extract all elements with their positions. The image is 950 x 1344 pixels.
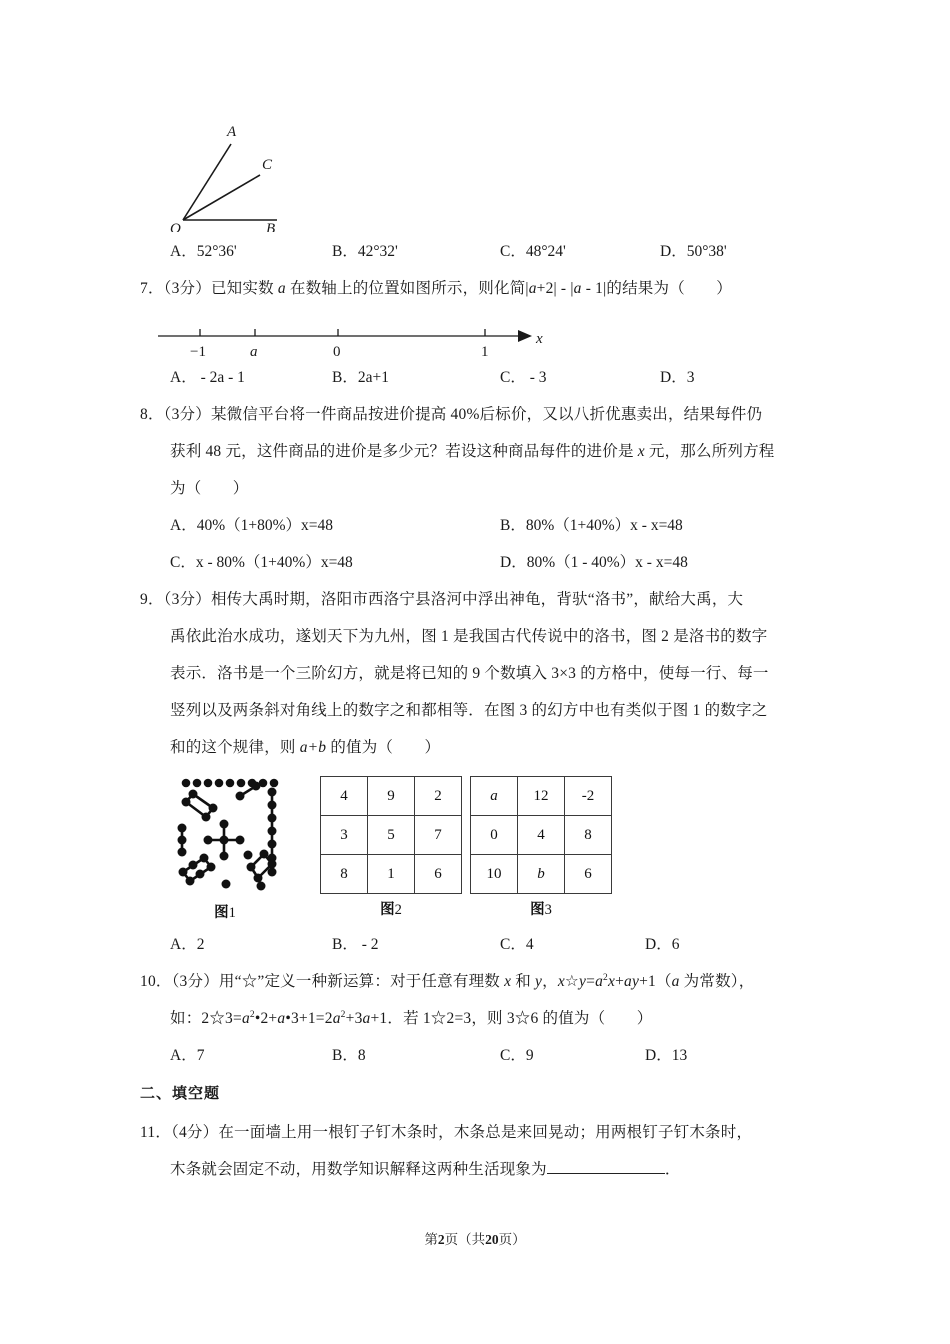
q10-var-a: a [595,973,604,990]
q9-text-line5-pre: 和的这个规律，则 [170,739,300,756]
q10-option-b[interactable]: B．8 [332,1047,366,1064]
q10-l2-p4: +3 [345,1010,363,1027]
q10-var-a2: a [624,973,632,990]
q10-var-x: x [504,973,512,990]
angle-label-a: A [227,124,237,140]
q10-text-end: +1（ [639,973,672,990]
q9-text-line1: 相传大禹时期，洛阳市西洛宁县洛河中浮出神龟，背驮“洛书”，献给大禹，大 [210,591,744,608]
q10-eq: = [586,973,596,990]
q10-l2-p2: •2+ [254,1010,278,1027]
q10-stem-line1: 10．（3分）用“☆”定义一种新运算：对于任意有理数 x 和 y，$x☆y=a^2x+ay+1(a$ 为常数）， [140,972,755,990]
q10-score: （3分） [171,973,219,990]
footer-page-number: 2 [437,1232,445,1247]
q9-score: （3分） [163,591,211,608]
q7-var-a: a [277,280,286,297]
q11-answer-blank[interactable] [547,1159,665,1174]
q10-l2-p5: +1．若 1☆2=3，则 3☆6 的值为（ ） [370,1010,653,1027]
q10-l2-p1: 如：2☆3= [170,1010,242,1027]
figure-2-table [320,776,462,894]
q7-text-1: 已知实数 [210,280,278,297]
q10-l2-a2: a [277,1010,286,1027]
luoshu-dots-svg [160,772,290,892]
q10-l2-a: a [241,1010,250,1027]
q10-star-op: ☆ [564,973,580,990]
figure-1-caption [160,901,290,922]
q9-stem-line4: 竖列以及两条斜对角线上的数字之和都相等．在图 3 的幻方中也有类似于图 1 的数字之 [170,702,768,719]
fig2-cell-2-2: 6 [415,855,462,894]
q9-text-line5-post: 的值为（ ） [326,739,441,756]
fig3-cell-2-2: 6 [565,855,612,894]
q6-options-row [140,233,820,270]
q9-stem-line5 [140,729,820,766]
q7-score: （3分） [163,280,211,297]
numberline-tick-1: 1 [481,344,489,360]
fig3-cell-1-1: 4 [518,816,565,855]
q8-stem-line1: 8．（3分）某微信平台将一件商品按进价提高 40%后标价，又以八折优惠卖出，结果每件仍 [140,406,763,423]
q10-var-y: y [535,973,543,990]
q7-option-a[interactable]: A． - 2a - 1 [170,369,245,386]
q10-text-p3: ， [542,973,558,990]
fig3-cell-1-0: 0 [471,816,518,855]
figure-2-magic-square [320,776,462,919]
q11-stem-line2 [140,1151,820,1188]
fig2-cell-0-2: 2 [415,777,462,816]
q9-option-a[interactable]: A．2 [170,936,205,953]
q7-option-d[interactable]: D．3 [660,369,695,386]
section-2-heading: 二、填空题 [140,1085,221,1102]
q10-l2-p3: •3+1=2 [285,1010,333,1027]
footer-total-pages: 20 [485,1232,499,1247]
fig3-cell-0-0: a [471,777,518,816]
q11-text-line2-pre: 木条就会固定不动，用数学知识解释这两种生活现象为 [170,1161,547,1178]
q8-var-x: x [637,443,645,460]
q10-text-const: 为常数）， [679,973,755,990]
fig2-cell-1-2: 7 [415,816,462,855]
numberline-tick-minus1: −1 [190,344,206,360]
q7-number: 7 [140,280,148,297]
q10-var-y2: y [579,973,587,990]
q8-options-row2 [140,544,820,581]
figure-3-caption-word: 图 [530,902,545,918]
numberline-tick-0: 0 [333,344,341,360]
fig3-cell-2-1: b [518,855,565,894]
fig3-cell-1-2: 8 [565,816,612,855]
q9-number: 9 [140,591,148,608]
q10-l2-sup: 2 [249,1009,255,1020]
q10-var-a3: a [671,973,680,990]
q10-l2-sup2: 2 [340,1009,346,1020]
table-row [321,855,462,894]
q10-exp-2: 2 [603,972,608,983]
fig2-cell-2-1: 1 [368,855,415,894]
q7-stem: 7．（3分）已知实数 a 在数轴上的位置如图所示，则化简|a+2| - |a - 1|的结果为（ ） [140,280,732,297]
q9-options-row [140,926,820,963]
q7-option-b[interactable]: B．2a+1 [332,369,389,386]
footer-suffix: 页） [498,1232,526,1247]
table-row [471,816,612,855]
figure-1-luoshu [160,772,290,922]
q10-l2-a4: a [362,1010,371,1027]
q7-text-4: +2| - | [536,280,574,297]
figure-3-caption-num: 3 [544,902,552,918]
q6-option-c[interactable]: C．48°24' [500,243,566,260]
page-footer [0,1228,950,1248]
figure-3-magic-square [470,776,612,919]
figure-2-caption-num: 2 [394,902,402,918]
footer-prefix: 第 [424,1232,438,1247]
q6-option-d[interactable]: D．50°38' [660,243,727,260]
q11-text-line2-post: ． [664,1161,681,1178]
q9-var-ab: a+b [299,739,327,756]
q9-option-c[interactable]: C．4 [500,936,534,953]
q8-stem-line3: 为（ ） [170,480,249,497]
q7-text-2: 在数轴上的位置如图所示，则化简| [285,280,529,297]
q10-stem-line2 [140,1000,820,1037]
q8-text-line2-post: 元，那么所列方程 [644,443,775,460]
q8-option-a[interactable]: A．40%（1+80%）x=48 [170,517,333,534]
figure-1-caption-word: 图 [214,905,229,921]
table-row [321,816,462,855]
angle-label-b: B [266,221,276,232]
q8-text-line2-pre: 获利 48 元，这件商品的进价是多少元？若设这种商品每件的进价是 [170,443,638,460]
q9-figures-row [140,766,820,926]
q8-number: 8 [140,406,148,423]
q7-option-c[interactable]: C． - 3 [500,369,547,386]
q11-text-line1: 在一面墙上用一根钉子钉木条时，木条总是来回晃动；用两根钉子钉木条时， [218,1124,753,1141]
exam-content [140,105,820,1188]
q9-stem-line2: 禹依此治水成功，遂划天下为九州，图 1 是我国古代传说中的洛书，图 2 是洛书的数字 [170,628,768,645]
q10-var-x2: x [557,973,565,990]
table-row [321,777,462,816]
q8-score: （3分） [163,406,211,423]
q10-number: 10 [140,973,156,990]
fig2-cell-0-1: 9 [368,777,415,816]
q11-score: （4分） [171,1124,219,1141]
q10-plus: + [615,973,625,990]
fig3-cell-0-1: 12 [518,777,565,816]
q8-options-row1 [140,507,820,544]
q10-var-y3: y [631,973,640,990]
angle-label-c: C [262,157,273,173]
q7-options-row [140,359,820,396]
q8-stem-line2 [140,433,820,470]
figure-3-table [470,776,612,894]
q10-options-row [140,1037,820,1074]
q9-option-b[interactable]: B． - 2 [332,936,379,953]
figure-3-caption [470,898,612,919]
table-row [471,855,612,894]
q8-option-b[interactable]: B．80%（1+40%）x - x=48 [500,517,683,534]
q6-option-a[interactable]: A．52°36' [170,243,237,260]
q9-option-d[interactable]: D．6 [645,936,680,953]
q9-stem-line3: 表示．洛书是一个三阶幻方，就是将已知的 9 个数填入 3×3 的方格中，使每一行、每一 [170,665,769,682]
figure-1-caption-num: 1 [228,905,236,921]
footer-middle: 页（共 [444,1232,486,1247]
q8-text-line1: 某微信平台将一件商品按进价提高 40%后标价，又以八折优惠卖出，结果每件仍 [210,406,763,423]
q7-text-6: - 1|的结果为（ ） [581,280,732,297]
q8-option-c[interactable]: C．x - 80%（1+40%）x=48 [170,554,353,571]
q8-option-d[interactable]: D．80%（1 - 40%）x - x=48 [500,554,688,571]
figure-2-caption [320,898,462,919]
numberline-axis-label: x [536,331,543,347]
figure-2-caption-word: 图 [380,902,395,918]
fig2-cell-1-0: 3 [321,816,368,855]
fig2-cell-0-0: 4 [321,777,368,816]
fig3-cell-2-0: 10 [471,855,518,894]
q10-option-c[interactable]: C．9 [500,1047,534,1064]
q9-stem-line1: 9．（3分）相传大禹时期，洛阳市西洛宁县洛河中浮出神龟，背驮“洛书”，献给大禹，大 [140,591,744,608]
q10-option-d[interactable]: D．13 [645,1047,688,1064]
fig2-cell-2-0: 8 [321,855,368,894]
fig3-cell-0-2: -2 [565,777,612,816]
q6-option-b[interactable]: B．42°32' [332,243,398,260]
q7-text-5: a [573,280,582,297]
q11-number: 11 [140,1124,156,1141]
q10-text-p1: 用“☆”定义一种新运算：对于任意有理数 [218,973,505,990]
fig2-cell-1-1: 5 [368,816,415,855]
q7-text-3: a [528,280,537,297]
q10-option-a[interactable]: A．7 [170,1047,205,1064]
q11-stem-line1: 11．（4分）在一面墙上用一根钉子钉木条时，木条总是来回晃动；用两根钉子钉木条时， [140,1124,753,1141]
table-row [471,777,612,816]
q10-var-x3: x [607,973,616,990]
angle-label-o: O [170,221,181,232]
q10-text-p2: 和 [511,973,536,990]
q10-l2-a3: a [332,1010,341,1027]
numberline-tick-a: a [250,344,258,360]
